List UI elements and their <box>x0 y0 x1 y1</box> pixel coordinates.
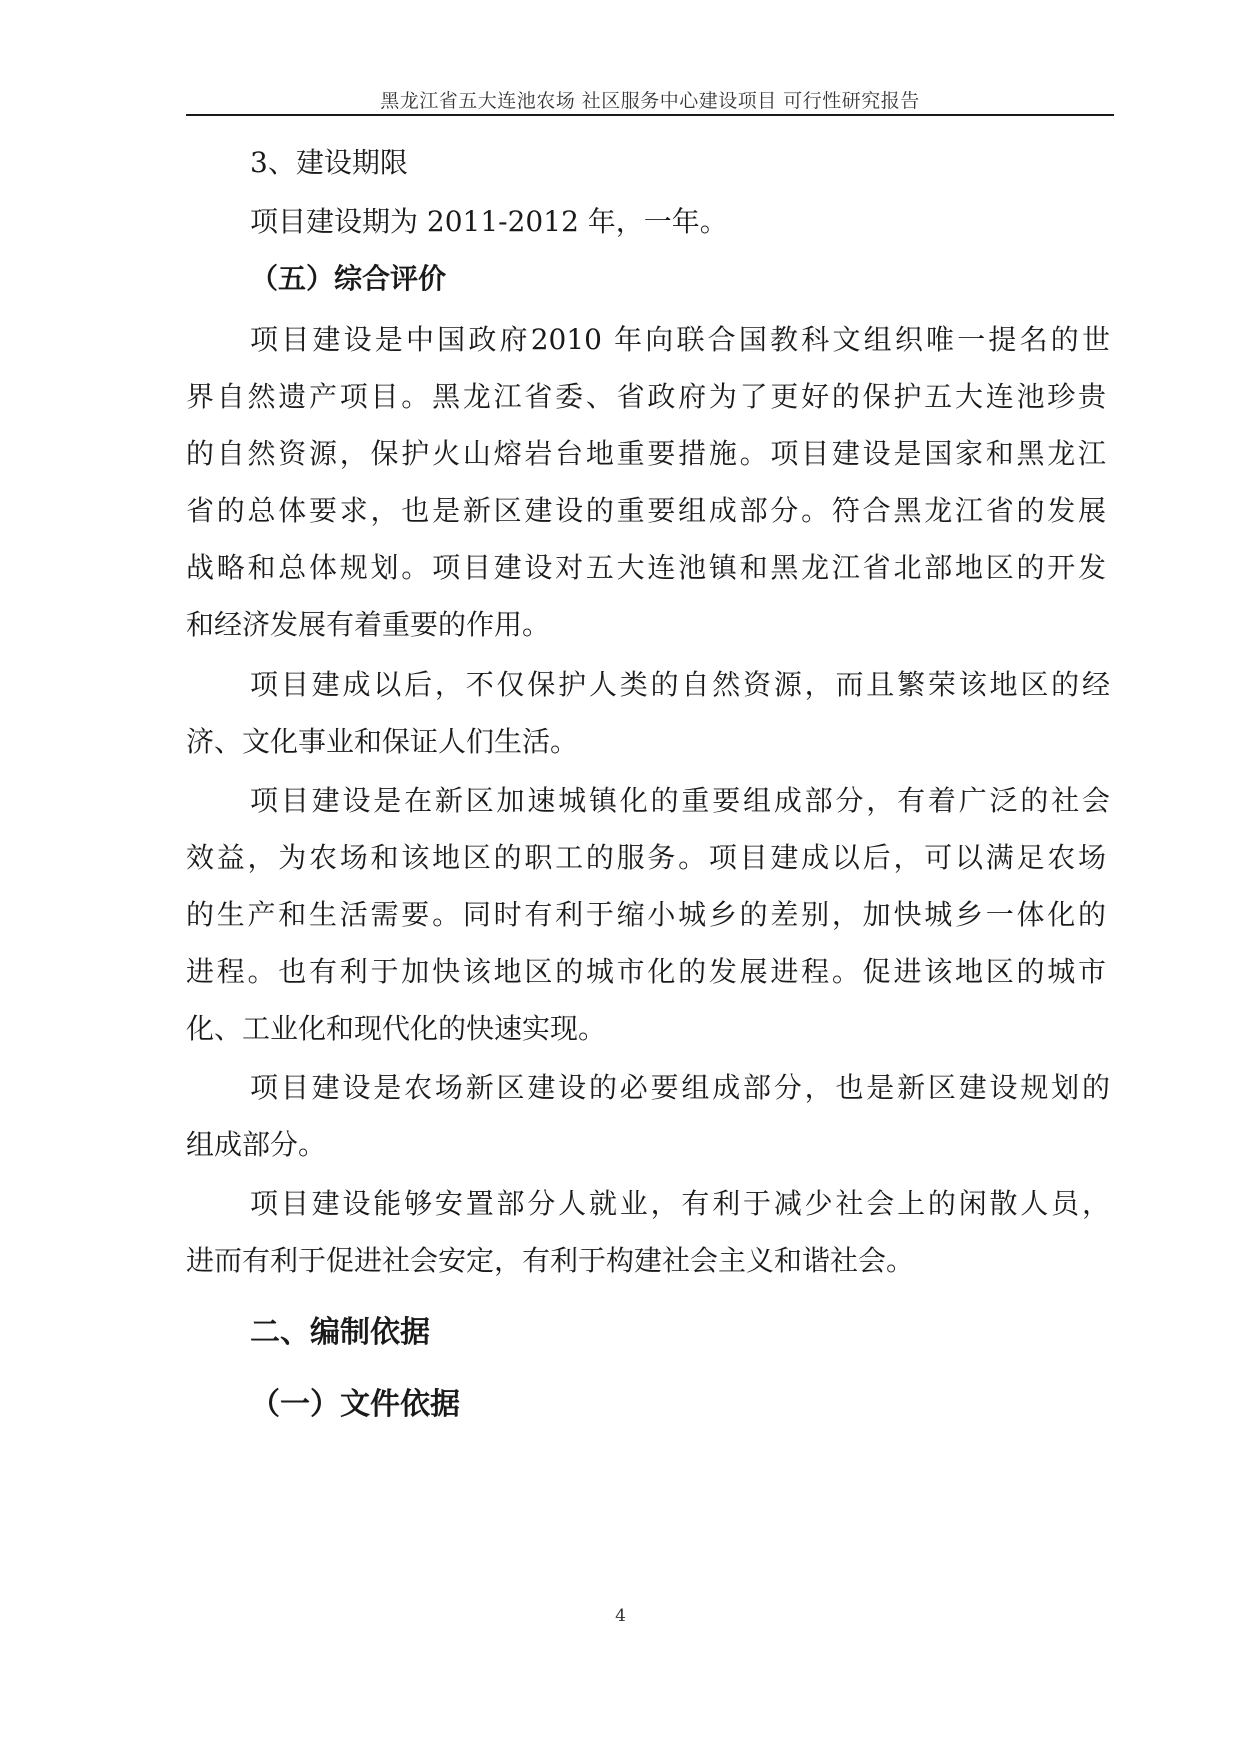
text-line: 项目建设是中国政府2010 年向联合国教科文组织唯一提名的世 <box>250 323 1110 356</box>
text-line: 进程。也有利于加快该地区的城市化的发展进程。促进该地区的城市 <box>186 955 1106 988</box>
text-line: 组成部分。 <box>186 1128 327 1161</box>
text-line: 的生产和生活需要。同时有利于缩小城乡的差别，加快城乡一体化的 <box>186 898 1106 931</box>
text-line: 界自然遗产项目。黑龙江省委、省政府为了更好的保护五大连池珍贵 <box>186 380 1106 413</box>
text-line: 项目建设是农场新区建设的必要组成部分，也是新区建设规划的 <box>250 1071 1110 1104</box>
text-line: 的自然资源，保护火山熔岩台地重要措施。项目建设是国家和黑龙江 <box>186 437 1106 470</box>
page-number: 4 <box>615 1606 626 1626</box>
header-divider <box>186 114 1114 116</box>
construction-period-text: 项目建设期为 2011-2012 年，一年。 <box>250 205 728 238</box>
text-line: 化、工业化和现代化的快速实现。 <box>186 1012 607 1045</box>
text-line: 进而有利于促进社会安定，有利于构建社会主义和谐社会。 <box>186 1244 915 1277</box>
text-line: 效益，为农场和该地区的职工的服务。项目建成以后，可以满足农场 <box>186 841 1106 874</box>
basis-subheading: （一）文件依据 <box>250 1387 460 1422</box>
construction-period-heading: 3、建设期限 <box>250 146 408 179</box>
text-line: 和经济发展有着重要的作用。 <box>186 608 551 641</box>
header-title: 黑龙江省五大连池农场 社区服务中心建设项目 可行性研究报告 <box>380 90 920 112</box>
text-line: 战略和总体规划。项目建设对五大连池镇和黑龙江省北部地区的开发 <box>186 551 1106 584</box>
evaluation-heading: （五）综合评价 <box>250 262 447 295</box>
text-line: 济、文化事业和保证人们生活。 <box>186 725 579 758</box>
text-line: 项目建成以后，不仅保护人类的自然资源，而且繁荣该地区的经 <box>250 668 1110 701</box>
text-line: 项目建设是在新区加速城镇化的重要组成部分，有着广泛的社会 <box>250 784 1110 817</box>
basis-heading: 二、编制依据 <box>250 1315 430 1350</box>
text-line: 省的总体要求，也是新区建设的重要组成部分。符合黑龙江省的发展 <box>186 494 1106 527</box>
text-line: 项目建设能够安置部分人就业，有利于减少社会上的闲散人员， <box>250 1187 1110 1220</box>
